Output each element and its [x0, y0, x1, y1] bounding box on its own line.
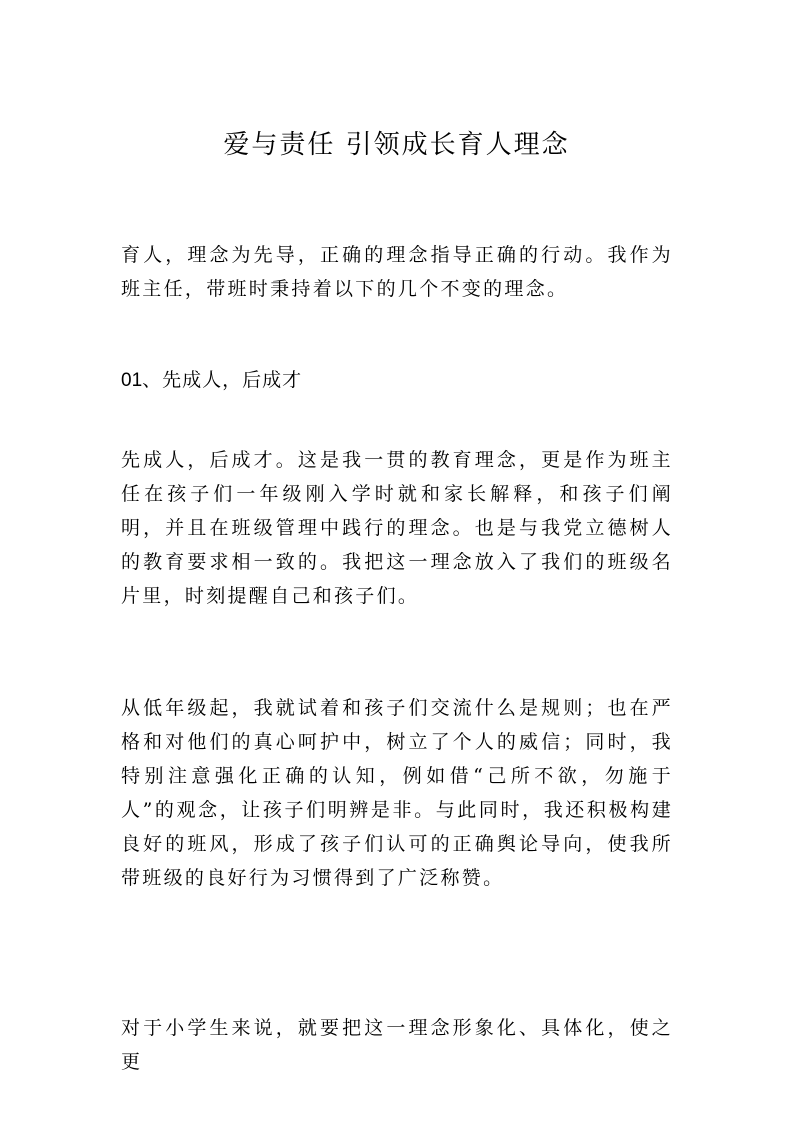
body-paragraph-2: 从低年级起，我就试着和孩子们交流什么是规则；也在严格和对他们的真心呵护中，树立了个人的威信；同时，我特别注意强化正确的认知，例如借“己所不欲，勿施于人”的观念，让孩子们明辨是非。与此同时，我还积极构建良好的班风，形成了孩子们认可的正确舆论导向，使我所带班级的良好行为习惯得到了广泛称赞。	[121, 697, 673, 889]
document-title: 爱与责任 引领成长育人理念	[223, 130, 570, 160]
intro-paragraph: 育人，理念为先导，正确的理念指导正确的行动。我作为班主任，带班时秉持着以下的几个不变的理念。	[121, 244, 673, 300]
section-heading-text: 、先成人，后成才	[142, 369, 303, 391]
section-heading	[121, 363, 673, 398]
body-paragraph-3: 对于小学生来说，就要把这一理念形象化、具体化，使之更	[121, 1017, 673, 1073]
section-number: 01	[121, 370, 143, 391]
body-paragraph-1: 先成人，后成才。这是我一贯的教育理念，更是作为班主任在孩子们一年级刚入学时就和家长解释，和孩子们阐明，并且在班级管理中践行的理念。也是与我党立德树人的教育要求相一致的。我把这一理念放入了我们的班级名片里，时刻提醒自己和孩子们。	[121, 449, 673, 607]
